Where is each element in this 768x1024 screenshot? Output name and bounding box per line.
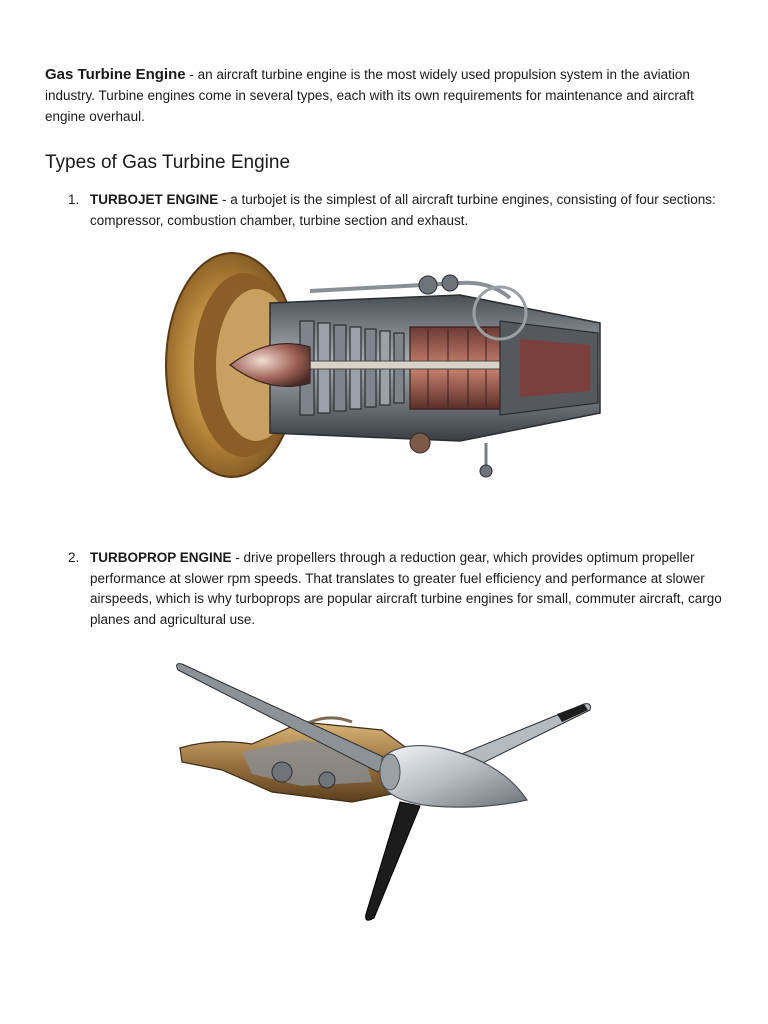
- intro-title: Gas Turbine Engine: [45, 65, 186, 83]
- list-item-description: - drive propellers through a reduction gear, which provides optimum propeller performance at slower rpm speeds. That translates to greater fuel efficiency and performance at slower airspeeds, which is why turboprops are popular aircraft turbine engines for small, commuter aircraft, cargo planes and agricultural use.: [90, 550, 722, 627]
- list-item-term: TURBOPROP ENGINE: [90, 550, 232, 565]
- intro-text: - an aircraft turbine engine is the most widely used propulsion system in the aviation industry. Turbine engines come in several types, each with its own requirements for maintenance and aircraft engine overhaul.: [45, 66, 694, 124]
- list-item-turbojet: [68, 190, 728, 231]
- list-number: 2.: [68, 550, 80, 565]
- list-item-description: - a turbojet is the simplest of all aircraft turbine engines, consisting of four sections: compressor, combustion chamber, turbine section and exhaust.: [90, 192, 716, 228]
- list-item-term: TURBOJET ENGINE: [90, 192, 219, 207]
- list-item-text: [90, 190, 728, 231]
- intro-paragraph: [45, 64, 725, 127]
- turboprop-engine-illustration: [152, 652, 612, 930]
- list-item-turboprop: [68, 548, 728, 630]
- turbojet-engine-illustration: [160, 243, 608, 488]
- section-heading: Types of Gas Turbine Engine: [45, 152, 291, 173]
- list-item-text: [90, 548, 728, 630]
- list-number: 1.: [68, 192, 80, 207]
